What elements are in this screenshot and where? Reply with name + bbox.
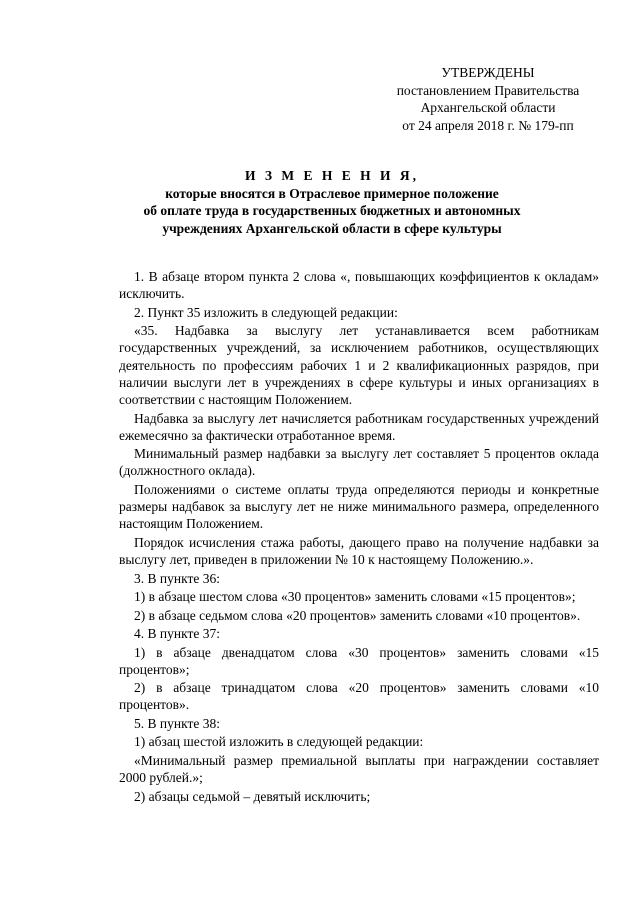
paragraph: Порядок исчисления стажа работы, дающего право на получение надбавки за выслугу лет, приведен в приложении № 10 к настоящему Положению.». <box>119 534 599 568</box>
paragraph: «35. Надбавка за выслугу лет устанавливается всем работникам государственных учреждений, за исключением работников, осуществляющих деятельность по профессиям рабочих 1 и 2 квалификационных разрядов, при наличии выслуги лет в учреждениях в сфере культуры и иных организациях в соответствии с настоящим Положением. <box>119 323 599 408</box>
paragraph: 1) в абзаце двенадцатом слова «30 процентов» заменить словами «15 процентов»; <box>119 644 599 677</box>
document-title <box>80 167 584 237</box>
title-heading: И З М Е Н Е Н И Я, <box>244 168 419 183</box>
approval-line: постановлением Правительства <box>396 82 580 98</box>
approval-line: Архангельской области <box>420 100 556 115</box>
paragraph: 2) абзацы седьмой – девятый исключить; <box>134 788 371 804</box>
document-body <box>119 268 599 806</box>
paragraph: Положениями о системе оплаты труда определяются периоды и конкретные размеры надбавок за выслугу лет не ниже минимального размера, определенного настоящим Положением. <box>119 481 599 532</box>
paragraph: «Минимальный размер премиальной выплаты при награждении составляет 2000 рублей.»; <box>119 752 599 786</box>
approval-stamp <box>360 64 616 134</box>
approval-date: от 24 апреля 2018 г. № 179-пп <box>402 117 574 133</box>
approval-heading: УТВЕРЖДЕНЫ <box>441 65 535 80</box>
paragraph: 1. В абзаце втором пункта 2 слова «, повышающих коэффициентов к окладам» исключить. <box>119 269 599 302</box>
title-line: которые вносятся в Отраслевое примерное положение <box>165 185 499 201</box>
paragraph: 5. В пункте 38: <box>134 715 220 731</box>
paragraph: 3. В пункте 36: <box>134 570 220 586</box>
title-line: об оплате труда в государственных бюджетных и автономных <box>143 203 521 218</box>
paragraph: 1) абзац шестой изложить в следующей редакции: <box>134 734 424 750</box>
paragraph: 2. Пункт 35 изложить в следующей редакции: <box>134 304 398 320</box>
paragraph: 1) в абзаце шестом слова «30 процентов» заменить словами «15 процентов»; <box>134 589 576 605</box>
paragraph: Минимальный размер надбавки за выслугу лет составляет 5 процентов оклада (должностного оклада). <box>119 446 599 479</box>
paragraph: 2) в абзаце седьмом слова «20 процентов» заменить словами «10 процентов». <box>134 607 581 623</box>
paragraph: 4. В пункте 37: <box>134 626 220 642</box>
title-line: учреждениях Архангельской области в сфере культуры <box>162 220 502 236</box>
paragraph: 2) в абзаце тринадцатом слова «20 процентов» заменить словами «10 процентов». <box>119 680 599 713</box>
paragraph: Надбавка за выслугу лет начисляется работникам государственных учреждений ежемесячно за фактически отработанное время. <box>119 410 599 443</box>
